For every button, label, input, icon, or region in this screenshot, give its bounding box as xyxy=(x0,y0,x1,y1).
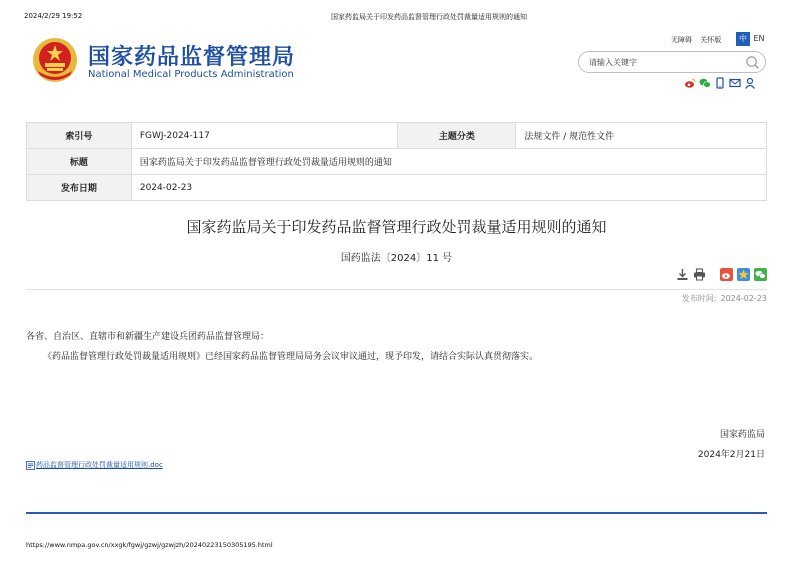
publish-time-label: 发布时间: xyxy=(681,294,717,303)
signature-org: 国家药监局 xyxy=(719,430,765,440)
search-input[interactable] xyxy=(589,56,739,69)
article-title: 国家药监局关于印发药品监督管理行政处罚裁量适用规则的通知 xyxy=(186,218,607,236)
document-number: 国药监法〔2024〕11 号 xyxy=(340,253,453,264)
download-icon[interactable] xyxy=(676,268,689,281)
meta-row-date xyxy=(27,175,767,201)
index-label: 索引号 xyxy=(27,123,132,149)
mail-icon[interactable] xyxy=(729,77,741,89)
attachment-name[interactable]: 药品监督管理行政处罚裁量适用规则.doc xyxy=(36,461,163,469)
site-name-en: National Medical Products Administration xyxy=(88,69,294,80)
meta-row-title xyxy=(27,149,767,175)
care-mode-link[interactable]: 关怀版 xyxy=(700,36,722,44)
article-tools xyxy=(676,268,767,281)
print-icon[interactable] xyxy=(693,268,706,281)
document-meta-table xyxy=(26,122,767,201)
print-date: 2024/2/29 19:52 xyxy=(24,12,83,20)
site-name-cn[interactable]: 国家药品监督管理局 xyxy=(88,45,296,70)
search-box xyxy=(578,51,766,73)
print-page-title: 国家药监局关于印发药品监督管理行政处罚裁量适用规则的通知 xyxy=(331,13,527,21)
date-label: 发布日期 xyxy=(27,175,132,201)
footer-divider xyxy=(26,512,767,514)
user-icon[interactable] xyxy=(744,77,756,89)
salutation: 各省、自治区、直辖市和新疆生产建设兵团药品监督管理局： xyxy=(26,332,270,342)
header-share-icons xyxy=(684,77,756,89)
national-emblem-logo[interactable] xyxy=(32,37,78,83)
index-value: FGWJ-2024-117 xyxy=(131,123,398,149)
top-links xyxy=(671,35,727,45)
title-label: 标题 xyxy=(27,149,132,175)
title-value: 国家药监局关于印发药品监督管理行政处罚裁量适用规则的通知 xyxy=(131,149,766,175)
signature-date: 2024年2月21日 xyxy=(697,450,765,460)
lang-en-button[interactable]: EN xyxy=(753,34,765,43)
mobile-icon[interactable] xyxy=(714,77,726,89)
category-value: 法规文件 / 规范性文件 xyxy=(516,123,767,149)
search-icon[interactable] xyxy=(745,55,760,70)
signature-block xyxy=(698,425,765,465)
article-body xyxy=(26,327,767,367)
print-footer-url: https://www.nmpa.gov.cn/xxgk/fgwj/gzwj/gzwjzh/20240223150305195.html xyxy=(26,541,273,549)
publish-time-value: 2024-02-23 xyxy=(720,294,767,303)
share-wechat-icon[interactable] xyxy=(754,268,767,281)
publish-time xyxy=(678,293,767,304)
word-doc-icon xyxy=(26,461,35,470)
print-header xyxy=(24,12,769,24)
share-weibo-icon[interactable] xyxy=(720,268,733,281)
attachment-link[interactable] xyxy=(26,460,163,470)
body-paragraph: 《药品监督管理行政处罚裁量适用规则》已经国家药品监督管理局局务会议审议通过，现予印发，请结合实际认真贯彻落实。 xyxy=(43,352,539,362)
lang-cn-button[interactable]: 中 xyxy=(736,32,750,46)
date-value: 2024-02-23 xyxy=(131,175,766,201)
wechat-icon[interactable] xyxy=(699,77,711,89)
category-label: 主题分类 xyxy=(398,123,516,149)
weibo-icon[interactable] xyxy=(684,77,696,89)
share-qzone-icon[interactable] xyxy=(737,268,750,281)
meta-row-index xyxy=(27,123,767,149)
article-divider xyxy=(26,289,767,290)
accessibility-link[interactable]: 无障碍 xyxy=(671,36,692,44)
